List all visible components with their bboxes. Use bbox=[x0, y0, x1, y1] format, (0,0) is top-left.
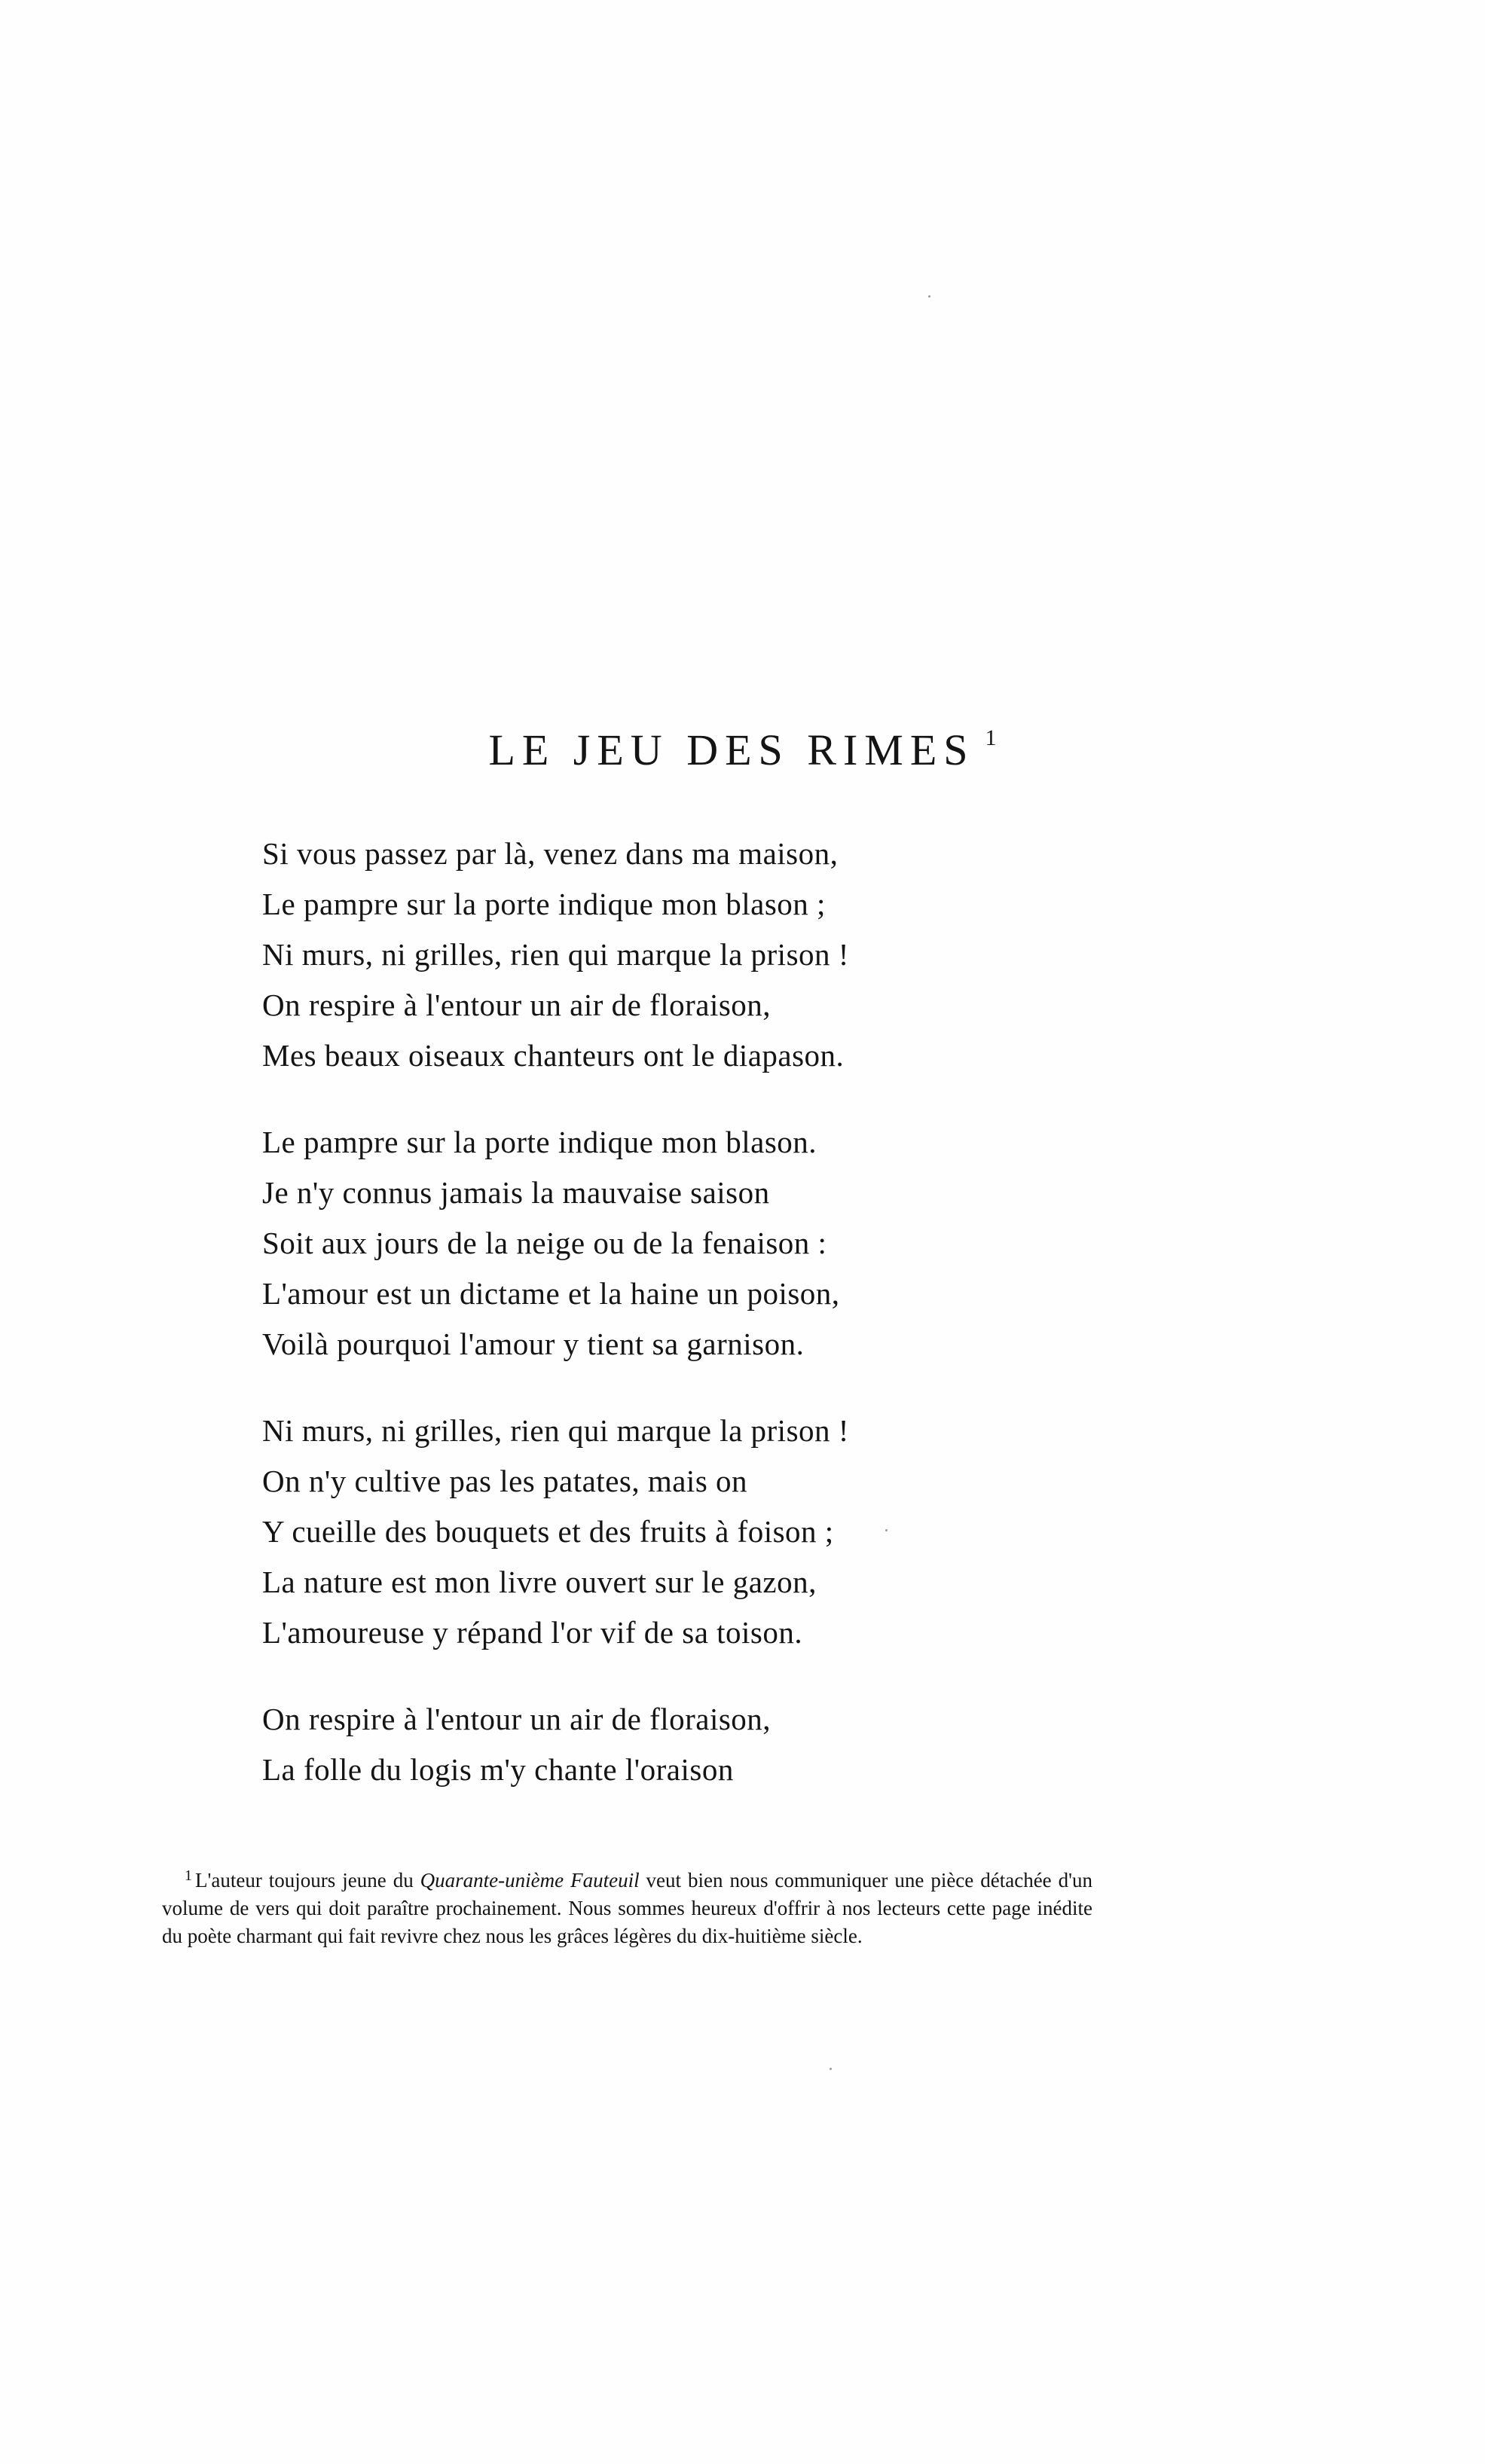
footnote-marker: 1 bbox=[185, 1867, 192, 1884]
stanza-1 bbox=[262, 829, 1242, 1081]
poem-body bbox=[262, 829, 1242, 1831]
verse-line: Le pampre sur la porte indique mon blason ; bbox=[262, 887, 826, 921]
verse-line: Voilà pourquoi l'amour y tient sa garnison. bbox=[262, 1327, 805, 1361]
verse-line: On respire à l'entour un air de floraison, bbox=[262, 988, 772, 1022]
poem-title-text: LE JEU DES RIMES bbox=[488, 725, 975, 774]
poem-title bbox=[0, 708, 1485, 780]
verse-line: La folle du logis m'y chante l'oraison bbox=[262, 1752, 734, 1787]
stanza-4 bbox=[262, 1694, 1242, 1795]
paper-speck bbox=[928, 295, 930, 298]
verse-line: On respire à l'entour un air de floraison, bbox=[262, 1702, 772, 1736]
verse-line: Le pampre sur la porte indique mon blason. bbox=[262, 1125, 817, 1159]
verse-line: Ni murs, ni grilles, rien qui marque la prison ! bbox=[262, 1413, 849, 1448]
stanza-3 bbox=[262, 1406, 1242, 1658]
footnote-text-start: L'auteur toujours jeune du bbox=[195, 1869, 420, 1892]
footnote bbox=[162, 1862, 1092, 1950]
paper-speck bbox=[830, 2068, 832, 2070]
verse-line: Ni murs, ni grilles, rien qui marque la prison ! bbox=[262, 937, 849, 972]
title-footnote-marker: 1 bbox=[985, 725, 997, 750]
verse-line: Soit aux jours de la neige ou de la fenaison : bbox=[262, 1226, 827, 1260]
verse-line: Je n'y connus jamais la mauvaise saison bbox=[262, 1175, 770, 1210]
footnote-text-end: veut bien nous communiquer une pièce détachée d'un volume de vers qui doit paraître prochainement. Nous sommes heureux d'offrir à nos lecteurs cette page inédite du poète charmant qui fait revivre chez nous les grâces légères du dix-huitième siècle. bbox=[162, 1869, 1092, 1947]
verse-line: La nature est mon livre ouvert sur le gazon, bbox=[262, 1565, 817, 1599]
verse-line: Mes beaux oiseaux chanteurs ont le diapason. bbox=[262, 1038, 845, 1073]
verse-line: Y cueille des bouquets et des fruits à foison ; bbox=[262, 1514, 834, 1549]
verse-line: L'amoureuse y répand l'or vif de sa toison. bbox=[262, 1615, 803, 1650]
verse-line: Si vous passez par là, venez dans ma maison, bbox=[262, 836, 839, 871]
footnote-book-title: Quarante-unième Fauteuil bbox=[420, 1869, 640, 1892]
verse-line: L'amour est un dictame et la haine un poison, bbox=[262, 1276, 840, 1311]
paper-speck bbox=[885, 1529, 888, 1531]
verse-line: On n'y cultive pas les patates, mais on bbox=[262, 1464, 748, 1498]
stanza-2 bbox=[262, 1117, 1242, 1369]
